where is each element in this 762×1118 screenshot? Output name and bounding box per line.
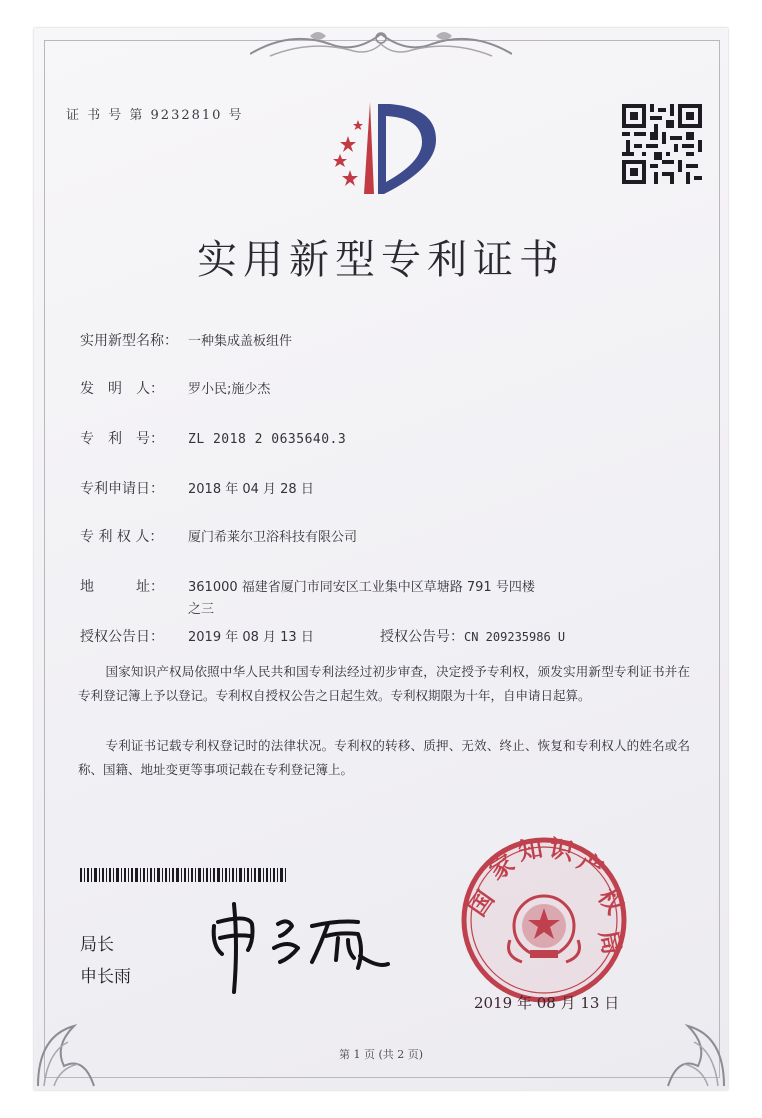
- svg-text:国: 国: [463, 885, 500, 922]
- svg-text:局: 局: [593, 927, 627, 957]
- field-value: ZL 2018 2 0635640.3: [188, 432, 347, 447]
- field-address: [80, 576, 535, 596]
- field-patentee: [80, 526, 357, 546]
- field-label: 授权公告日：: [80, 629, 164, 645]
- field-value: 2018 年 04 月 28 日: [188, 482, 314, 497]
- svg-text:识: 识: [547, 834, 576, 866]
- field-value: 361000 福建省厦门市同安区工业集中区草塘路 791 号四楼: [188, 580, 535, 595]
- field-label: 专 利 号：: [80, 431, 164, 447]
- field-patent-number: [80, 428, 346, 448]
- seal-date: 2019 年 08 月 13 日: [474, 994, 620, 1012]
- statement-paragraph: 专利证书记载专利权登记时的法律状况。专利权的转移、质押、无效、终止、恢复和专利权人的姓名或名称、国籍、地址变更等事项记载在专利登记簿上。: [78, 738, 690, 777]
- field-label: 专利申请日：: [80, 481, 164, 497]
- director-name: 申长雨: [80, 967, 131, 987]
- field-label: 专 利 权 人：: [80, 529, 164, 545]
- field-grant-publication-number: [380, 626, 565, 646]
- field-label: 发 明 人：: [80, 381, 164, 397]
- svg-text:权: 权: [592, 883, 629, 920]
- field-grant-date: [80, 626, 314, 646]
- field-inventor: [80, 378, 270, 398]
- field-value: CN 209235986 U: [464, 630, 566, 644]
- field-value: 厦门希莱尔卫浴科技有限公司: [188, 530, 358, 545]
- field-label: 地 址：: [80, 579, 164, 595]
- cnipa-emblem-icon: [318, 98, 448, 200]
- field-label: 授权公告号：: [380, 629, 464, 645]
- field-label: 实用新型名称：: [80, 333, 178, 349]
- qr-code-icon: [622, 104, 702, 184]
- top-ornament-icon: [250, 26, 512, 60]
- certificate-number: 证 书 号 第 9232810 号: [66, 108, 244, 123]
- director-title: 局长: [80, 935, 114, 955]
- field-value: 罗小民;施少杰: [188, 382, 271, 397]
- field-value: 2019 年 08 月 13 日: [188, 630, 314, 645]
- field-value: 一种集成盖板组件: [188, 334, 293, 349]
- address-line-2: 之三: [188, 602, 215, 617]
- field-utility-model-name: [80, 330, 292, 350]
- barcode-icon: [80, 868, 286, 882]
- field-filing-date: [80, 478, 314, 498]
- certificate-title: 实用新型专利证书: [197, 237, 565, 283]
- svg-text:知: 知: [516, 834, 545, 866]
- svg-text:产: 产: [572, 846, 608, 884]
- page-number: 第 1 页 (共 2 页): [338, 1048, 424, 1061]
- svg-text:家: 家: [484, 848, 520, 886]
- statement-paragraph: 国家知识产权局依照中华人民共和国专利法经过初步审查，决定授予专利权，颁发实用新型专利证书并在专利登记簿上予以登记。专利权自授权公告之日起生效。专利权期限为十年，自申请日起算。: [78, 664, 690, 703]
- signature-icon: [208, 896, 398, 996]
